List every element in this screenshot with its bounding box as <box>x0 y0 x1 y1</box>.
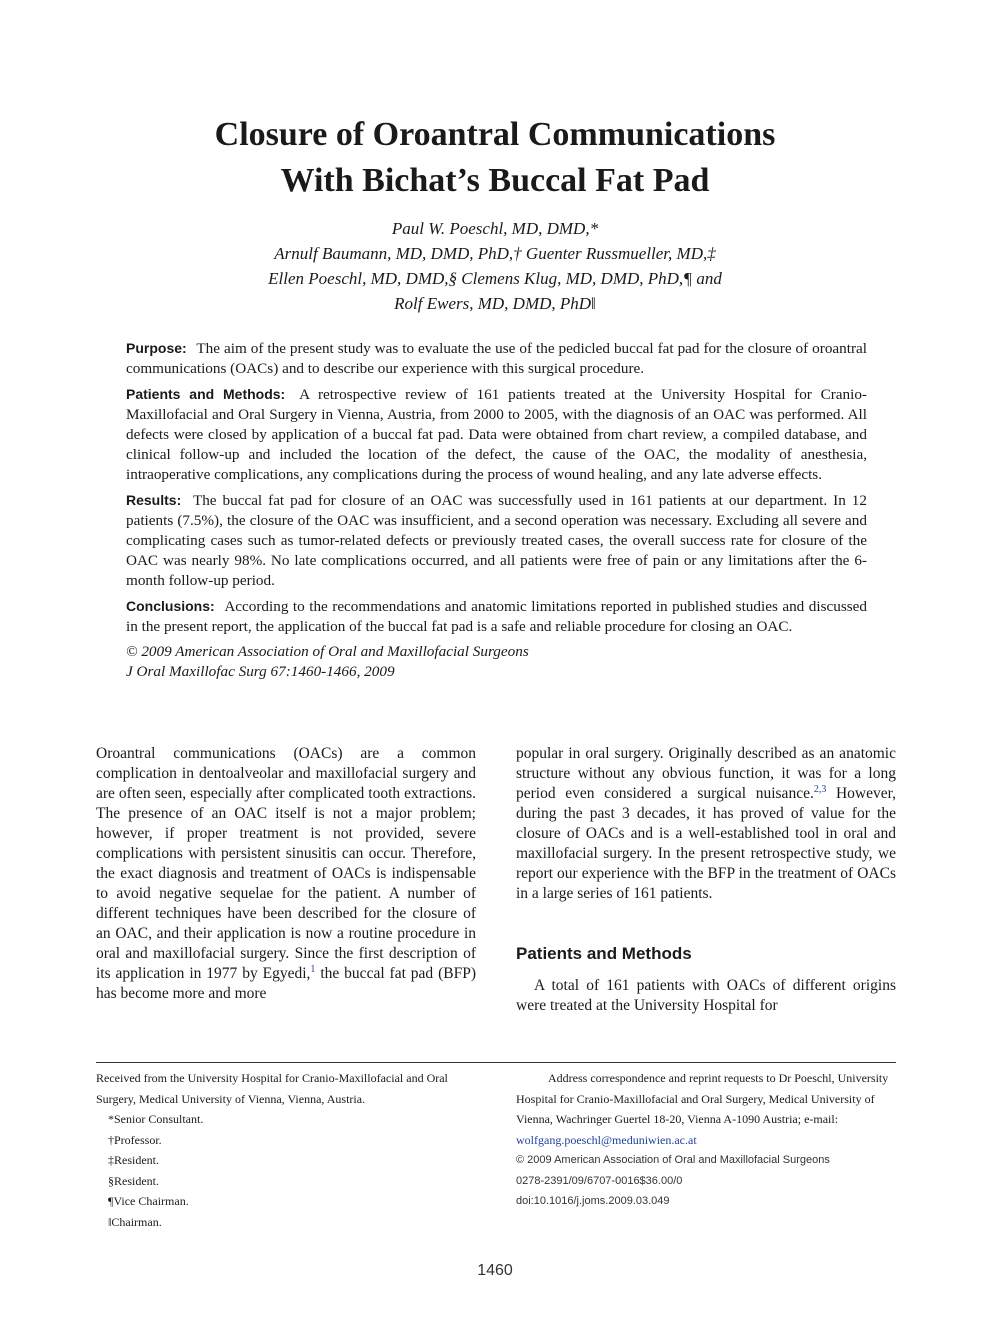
affiliation-note: ‡Resident. <box>108 1153 159 1167</box>
abstract-purpose <box>126 338 867 379</box>
results-label: Results: <box>126 492 182 508</box>
body-column-left <box>96 744 476 1004</box>
body-text: the buccal fat pad (BFP) has become more and more <box>96 965 476 1002</box>
abstract <box>126 338 867 682</box>
abstract-conclusions <box>126 596 867 637</box>
email-link[interactable]: wolfgang.poeschl@meduniwien.ac.at <box>516 1132 697 1147</box>
abstract-copyright: © 2009 American Association of Oral and Maxillofacial Surgeons <box>126 643 529 660</box>
body-column-right <box>516 744 896 1016</box>
received-note: Received from the University Hospital for Cranio-Maxillofacial and Oral Surgery, Medical University of Vienna, Vienna, Austria. <box>96 1071 448 1106</box>
conclusions-label: Conclusions: <box>126 598 215 614</box>
title-line-1: Closure of Oroantral Communications <box>214 116 776 153</box>
body-paragraph: A total of 161 patients with OACs of different origins were treated at the University Hospital for <box>516 977 896 1014</box>
purpose-text: The aim of the present study was to evaluate the use of the pedicled buccal fat pad for the closure of oroantral communications (OACs) and to describe our experience with this surgical procedure. <box>126 340 867 377</box>
methods-label: Patients and Methods: <box>126 386 286 402</box>
author-line: Paul W. Poeschl, MD, DMD,* <box>391 219 599 238</box>
title-line-2: With Bichat’s Buccal Fat Pad <box>280 162 710 199</box>
body-paragraph <box>96 744 476 1004</box>
abstract-results <box>126 490 867 591</box>
body-text: popular in oral surgery. Originally described as an anatomic structure without any obvious function, it was for a long period even considered a surgical nuisance. <box>516 745 896 802</box>
abstract-methods <box>126 384 867 485</box>
author-list <box>0 216 990 316</box>
affiliation-note: §Resident. <box>108 1173 159 1188</box>
footnotes-left <box>96 1068 476 1232</box>
body-text: However, during the past 3 decades, it has proved of value for the closure of OACs and is a well-established tool in oral and maxillofacial surgery. In the present retrospective study, we report our experience with the BFP in the treatment of OACs in a large series of 161 patients. <box>516 785 897 902</box>
page-number: 1460 <box>477 1262 513 1279</box>
reference-link[interactable]: 2,3 <box>813 783 827 795</box>
article-title <box>0 112 990 204</box>
body-paragraph <box>516 744 896 904</box>
methods-text: A retrospective review of 161 patients treated at the University Hospital for Cranio-Maxillofacial and Oral Surgery in Vienna, Austria, from 2000 to 2005, with the diagnosis of an OAC was performed. All defects were closed by application of a buccal fat pad. Data were obtained from chart review, a compiled database, and clinical follow-up and included the location of the defect, the cause of the OAC, the modality of anesthesia, intraoperative complications, any complications during the process of wound healing, and any late adverse effects. <box>126 386 867 483</box>
conclusions-text: According to the recommendations and anatomic limitations reported in published studies and discussed in the present report, the application of the buccal fat pad is a safe and reliable procedure for closing an OAC. <box>126 598 867 635</box>
doi-link[interactable]: doi:10.1016/j.joms.2009.03.049 <box>516 1195 670 1207</box>
affiliation-note: ‖Chairman. <box>108 1214 162 1229</box>
affiliation-note: *Senior Consultant. <box>108 1112 204 1126</box>
author-line: Ellen Poeschl, MD, DMD,§ Clemens Klug, MD, DMD, PhD,¶ and <box>268 269 722 288</box>
author-line: Arnulf Baumann, MD, DMD, PhD,† Guenter Russmueller, MD,‡ <box>274 244 716 263</box>
publisher-copyright: © 2009 American Association of Oral and Maxillofacial Surgeons <box>516 1154 830 1166</box>
footnotes-right <box>516 1068 896 1212</box>
issn-code: 0278-2391/09/6707-0016$36.00/0 <box>516 1174 683 1187</box>
body-text: Oroantral communications (OACs) are a common complication in dentoalveolar and maxillofacial surgery and are often seen, especially after complicated tooth extractions. The presence of an OAC itself is not a major problem; however, if proper treatment is not provided, severe complications with persistent sinusitis can occur. Therefore, the exact diagnosis and treatment of OACs is indispensable to avoid negative sequelae for the patient. A number of different techniques have been described for the closure of an OAC, and their application is now a routine procedure in oral and maxillofacial surgery. Since the first description of its application in 1977 by Egyedi, <box>96 745 476 982</box>
author-line: Rolf Ewers, MD, DMD, PhD‖ <box>394 294 596 313</box>
footnote-divider <box>96 1062 896 1063</box>
reference-link[interactable]: 1 <box>310 963 316 975</box>
abstract-citation: J Oral Maxillofac Surg 67:1460-1466, 2009 <box>126 663 395 680</box>
section-heading: Patients and Methods <box>516 944 692 963</box>
correspondence-note <box>516 1068 896 1150</box>
affiliation-note: †Professor. <box>108 1132 162 1147</box>
results-text: The buccal fat pad for closure of an OAC was successfully used in 161 patients at our department. In 12 patients (7.5%), the closure of the OAC was insufficient, and a second operation was necessary. Excluding all severe and complicating cases such as tumor-related defects or previously treated cases, the overall success rate for closure of the OAC was nearly 98%. No late complications occurred, and all patients were free of pain or any limitations after the 6-month follow-up period. <box>126 492 867 589</box>
purpose-label: Purpose: <box>126 340 187 356</box>
address-text: Address correspondence and reprint requests to Dr Poeschl, University Hospital for Cranio-Maxillofacial and Oral Surgery, Medical University of Vienna, Wachringer Guertel 18-20, Vienna A-1090 Austria; e-mail: <box>516 1071 889 1126</box>
affiliation-note: ¶Vice Chairman. <box>108 1194 189 1208</box>
